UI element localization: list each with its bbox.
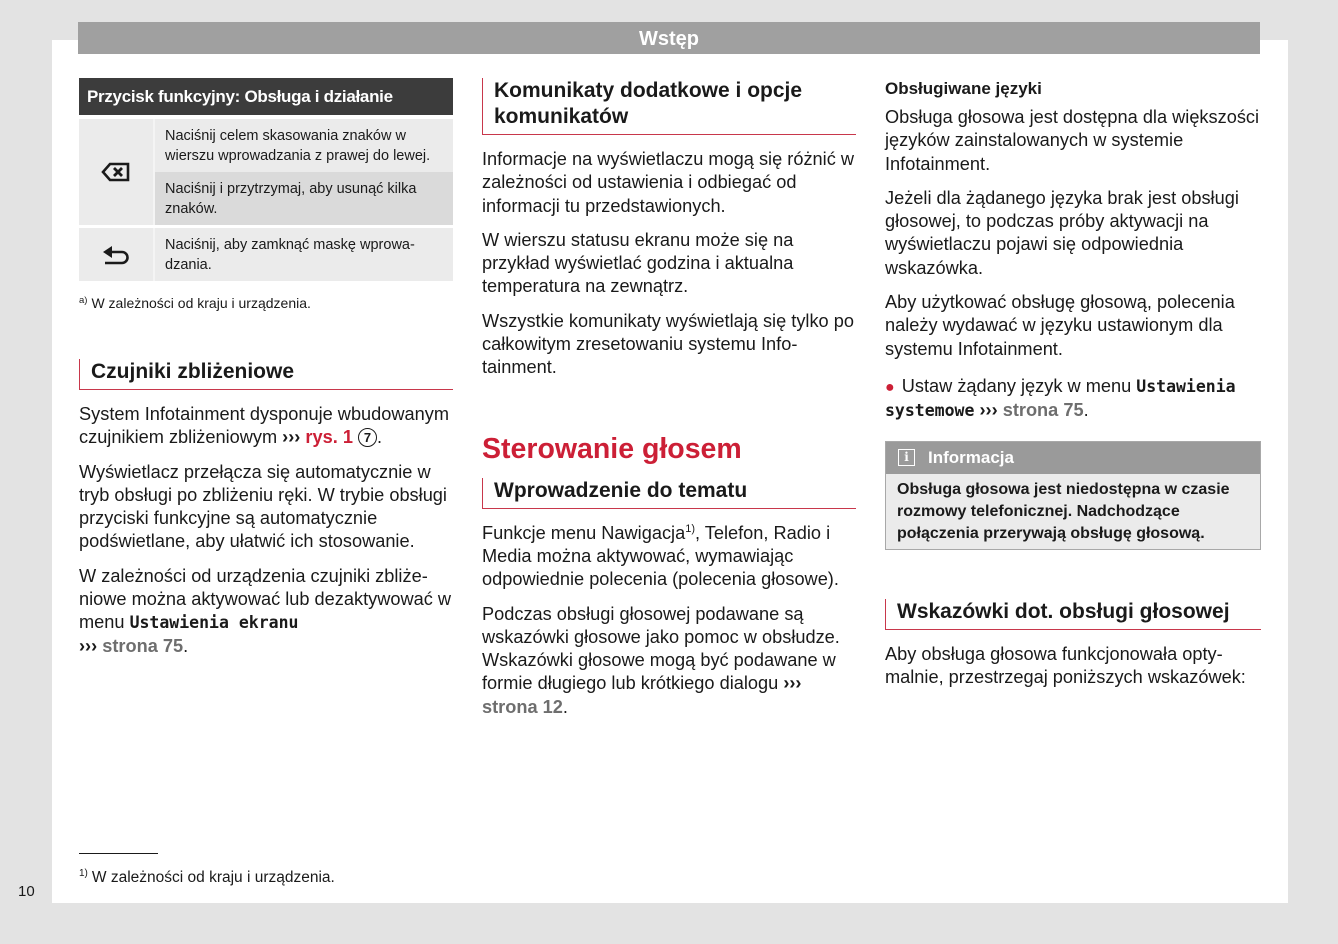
table-footnote	[79, 294, 453, 312]
info-icon: i	[898, 449, 915, 466]
callout-number: 7	[358, 428, 377, 447]
section-heading-voice-tips: Wskazówki dot. obsługi głosowej	[885, 599, 1261, 630]
backspace-icon	[79, 119, 155, 225]
paragraph: Wszystkie komunikaty wyświetlają się tylko po całkowitym zresetowaniu systemu Infotainment.	[482, 310, 854, 378]
paragraph: Obsługa głosowa jest dostępna dla większości języków zainstalowanych w systemie Infotainment.	[885, 107, 1260, 174]
paragraph: Podczas obsługi głosowej podawane są wskazówki głosowe jako pomoc w obsłudze. Wskazówki głosowe mogą być podawane w formie długiego lub krótkiego dialogu ››› strona 12.	[482, 603, 840, 717]
subheading-supported-languages: Obsługiwane języki	[885, 79, 1042, 98]
footnote-divider	[79, 853, 158, 854]
menu-path: Ustawienia systemowe	[885, 376, 1236, 421]
chapter-heading-voice-control: Sterowanie głosem	[482, 432, 742, 465]
page-footnote	[79, 869, 335, 887]
chapter-header-title: Wstęp	[639, 28, 699, 50]
footnote-text: W zależności od kraju i urządzenia.	[91, 869, 335, 886]
info-box-title: Informacja	[928, 448, 1014, 468]
info-box	[885, 441, 1261, 550]
paragraph: Wyświetlacz przełącza się automatycznie w tryb obsługi po zbliżeniu ręki. W trybie obsługi przyciski funkcyjne są automatycznie podświetlane, aby ułatwić ich stosowanie.	[79, 461, 447, 552]
reference-arrows: ›››	[979, 400, 998, 421]
bullet-icon: ●	[885, 378, 895, 396]
column-3	[885, 78, 1261, 700]
section-heading-proximity-sensors: Czujniki zbliżeniowe	[79, 359, 453, 390]
table-title: Przycisk funkcyjny: Obsługa i działanie	[79, 78, 453, 115]
table-cell-description: Naciśnij i przytrzymaj, aby usunąć kilka znaków.	[155, 172, 453, 225]
paragraph: Informacje na wyświetlaczu mogą się różnić w zależności od ustawienia i odbiegać od informacji tu przedstawionych.	[482, 149, 854, 216]
reference-arrows: ›››	[783, 673, 802, 694]
page-reference-link[interactable]: strona 75	[102, 635, 184, 656]
paragraph: System Infotainment dysponuje wbudowanym czujnikiem zbliżeniowym ››› rys. 1 7 .	[79, 404, 450, 448]
section-heading-introduction: Wprowadzenie do tematu	[482, 478, 856, 509]
figure-reference-link[interactable]: rys. 1	[305, 427, 353, 448]
function-button-table	[79, 78, 453, 312]
page-reference-link[interactable]: strona 12	[482, 696, 563, 717]
footnote-marker: 1)	[79, 868, 88, 879]
paragraph: W wierszu statusu ekranu może się na przykład wyświetlać godzina i aktualna temperatura na zewnątrz.	[482, 229, 794, 297]
table-row	[79, 228, 453, 281]
column-2	[482, 78, 856, 730]
section-heading-additional-messages: Komunikaty dodatkowe i opcje komunikatów	[482, 78, 856, 135]
menu-path: Ustawienia ekranu	[129, 613, 299, 633]
paragraph: Aby obsługa głosowa funkcjonowała optymalnie, przestrzegaj poniższych wskazówek:	[885, 643, 1246, 687]
page-reference-link[interactable]: strona 75	[1002, 400, 1084, 421]
reference-arrows: ›››	[79, 635, 98, 656]
info-box-header	[886, 442, 1260, 474]
info-box-body: Obsługa głosowa jest niedostępna w czasie rozmowy telefonicznej. Nadchodzące połączenia przerywają obsługę głosową.	[897, 480, 1230, 542]
return-arrow-icon	[79, 228, 155, 281]
column-1	[79, 78, 453, 669]
footnote-reference[interactable]: 1)	[685, 522, 695, 535]
table-cell-description: Naciśnij, aby zamknąć maskę wprowadzania.	[165, 237, 415, 273]
footnote-marker: a)	[79, 295, 88, 306]
paragraph: Funkcje menu Nawigacja$^{1)}$, Telefon, Radio i Media można aktywować, wymawiając odpowiednie polecenia (polecenia głosowe).	[482, 522, 839, 590]
table-cell-description: Naciśnij celem skasowania znaków w wierszu wprowadzania z prawej do lewej.	[165, 128, 431, 164]
paragraph: Aby użytkować obsługę głosową, polecenia należy wydawać w języku ustawionym dla systemu Infotainment.	[885, 292, 1235, 359]
reference-arrows: ›››	[282, 427, 301, 448]
footnote-text: W zależności od kraju i urządzenia.	[91, 295, 311, 311]
paragraph: W zależności od urządzenia czujniki zbliżeniowe można aktywować lub dezaktywować w menu Ustawienia ekranu ››› strona 75.	[79, 565, 452, 656]
paragraph: Jeżeli dla żądanego języka brak jest obsługi głosowej, to podczas próby aktywacji na wyświetlaczu pojawi się odpowiednia wskazówka.	[885, 187, 1239, 278]
bullet-item: ● Ustaw żądany język w menu Ustawienia systemowe ››› strona 75.	[885, 375, 1236, 421]
page-number: 10	[18, 883, 35, 900]
table-row	[79, 119, 453, 225]
chapter-header-bar	[78, 22, 1260, 54]
